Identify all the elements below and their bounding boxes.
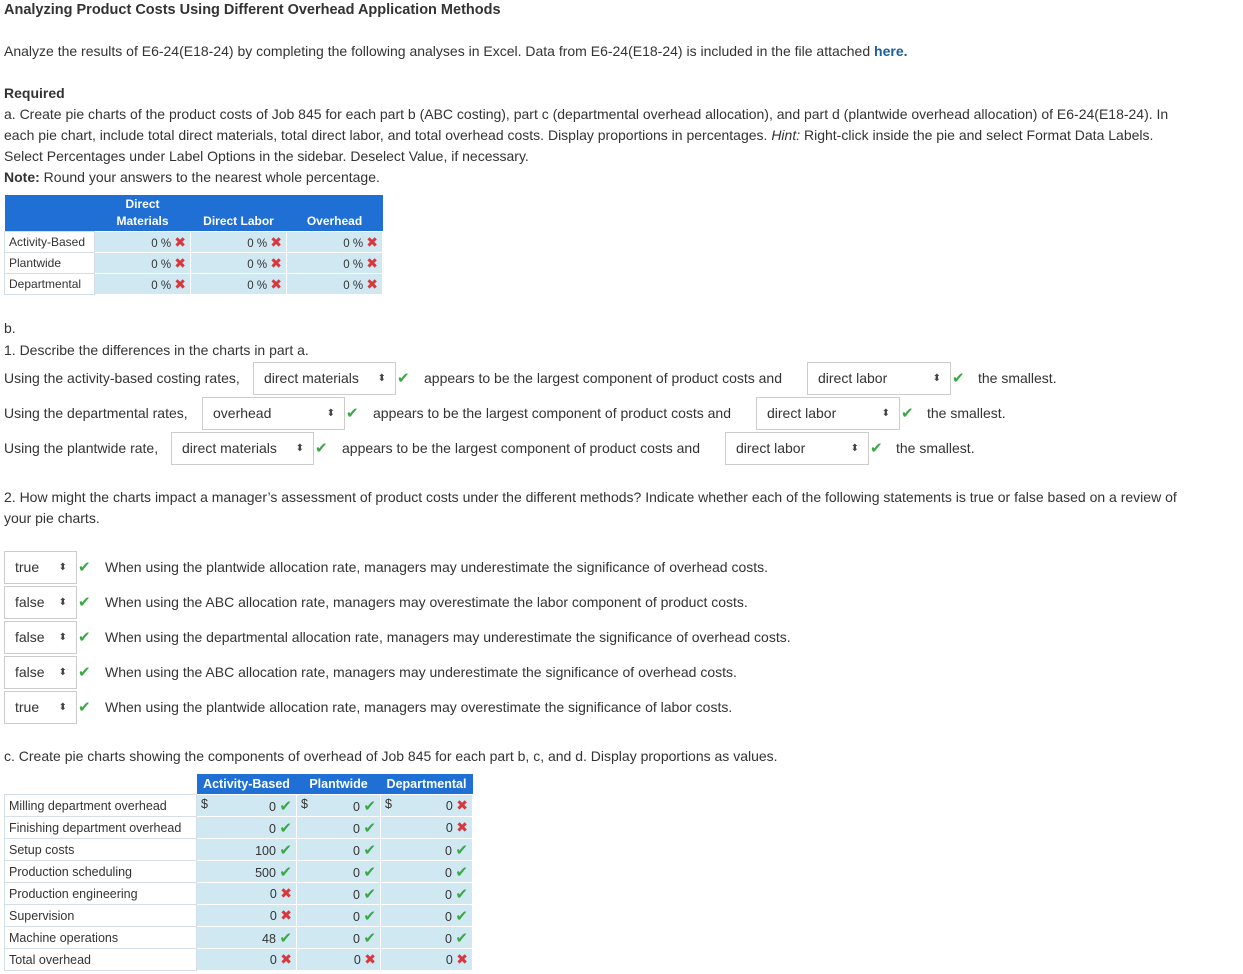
row-label: Supervision xyxy=(5,905,197,927)
required-line-2a: each pie chart, include total direct materials, total direct labor, and total overhead costs. Display proportions in percentages. xyxy=(4,127,772,143)
required-line-3: Select Percentages under Label Options in the sidebar. Deselect Value, if necessary. xyxy=(4,148,529,164)
statement-5-text: When using the plantwide allocation rate, managers may overestimate the significance of labor costs. xyxy=(105,699,733,715)
check-icon: ✔ xyxy=(455,929,468,947)
value-input[interactable]: 0 ✔ xyxy=(297,839,381,861)
dept-middle-text: appears to be the largest component of product costs and xyxy=(373,405,732,421)
cross-icon: ✖ xyxy=(364,951,376,967)
header-blank xyxy=(5,774,197,795)
abc-middle-text: appears to be the largest component of product costs and xyxy=(424,370,783,386)
row-label: Production scheduling xyxy=(5,861,197,883)
cross-icon: ✖ xyxy=(456,819,468,835)
check-icon: ✔ xyxy=(346,405,359,422)
header-departmental: Departmental xyxy=(381,774,473,795)
check-icon: ✔ xyxy=(363,797,376,815)
check-icon: ✔ xyxy=(363,863,376,881)
plant-middle-text: appears to be the largest component of product costs and xyxy=(342,440,701,456)
value-input[interactable]: 0 ✔ xyxy=(297,883,381,905)
row-label: Machine operations xyxy=(5,927,197,949)
value-input[interactable]: 0 ✔ xyxy=(297,927,381,949)
part-b-question-2-line-2: your pie charts. xyxy=(4,510,100,526)
check-icon: ✔ xyxy=(78,559,91,576)
statement-4-answer-dropdown[interactable]: false ⬍ xyxy=(4,656,77,689)
table-row xyxy=(5,905,473,927)
plant-suffix: the smallest. xyxy=(896,440,975,456)
header-direct-materials: Direct Materials xyxy=(95,195,191,232)
percent-input[interactable]: 0 % ✖ xyxy=(191,232,287,253)
dept-largest-dropdown[interactable]: overhead ⬍ xyxy=(202,397,345,430)
up-down-arrows-icon: ⬍ xyxy=(58,702,67,713)
row-label: Plantwide xyxy=(5,253,95,274)
cross-icon: ✖ xyxy=(366,233,378,250)
row-label: Total overhead xyxy=(5,949,197,971)
percent-input[interactable]: 0 % ✖ xyxy=(287,232,383,253)
statement-4-text: When using the ABC allocation rate, managers may underestimate the significance of overhead costs. xyxy=(105,664,737,680)
abc-prefix: Using the activity-based costing rates, xyxy=(4,370,240,386)
intro-paragraph xyxy=(4,43,908,59)
up-down-arrows-icon: ⬍ xyxy=(58,667,67,678)
hint-label: Hint: xyxy=(771,127,801,143)
check-icon: ✔ xyxy=(363,841,376,859)
required-line-2b: Right-click inside the pie and select Format Data Labels. xyxy=(800,127,1154,143)
percent-input[interactable]: 0 % ✖ xyxy=(287,274,383,295)
check-icon: ✔ xyxy=(455,907,468,925)
cross-icon: ✖ xyxy=(270,275,282,292)
up-down-arrows-icon: ⬍ xyxy=(850,443,859,454)
percent-input[interactable]: 0 % ✖ xyxy=(191,274,287,295)
percent-input[interactable]: 0 % ✖ xyxy=(95,253,191,274)
dept-prefix: Using the departmental rates, xyxy=(4,405,188,421)
cross-icon: ✖ xyxy=(280,907,292,923)
cross-icon: ✖ xyxy=(456,797,468,813)
value-input[interactable]: 0 ✔ xyxy=(197,817,297,839)
table-row xyxy=(5,253,383,274)
check-icon: ✔ xyxy=(455,863,468,881)
required-line-1: a. Create pie charts of the product costs of Job 845 for each part b (ABC costing), part c (departmental overhead allocation), and part d (plantwide overhead allocation) of E6-24(E18-24). In xyxy=(4,106,1169,122)
statement-5-answer-dropdown[interactable]: true ⬍ xyxy=(4,691,77,724)
up-down-arrows-icon: ⬍ xyxy=(326,408,335,419)
value-input[interactable]: 0 ✖ xyxy=(197,949,297,971)
check-icon: ✔ xyxy=(363,819,376,837)
statement-1-answer-dropdown[interactable]: true ⬍ xyxy=(4,551,77,584)
part-b-question-2-line-1: 2. How might the charts impact a manager’s assessment of product costs under the different methods? Indicate whether each of the following statements is true or false based on a review of xyxy=(4,489,1177,505)
check-icon: ✔ xyxy=(363,885,376,903)
up-down-arrows-icon: ⬍ xyxy=(377,373,386,384)
value-input[interactable]: 0 ✖ xyxy=(381,949,473,971)
cross-icon: ✖ xyxy=(174,233,186,250)
note-label: Note: xyxy=(4,169,40,185)
up-down-arrows-icon: ⬍ xyxy=(58,632,67,643)
up-down-arrows-icon: ⬍ xyxy=(932,373,941,384)
table-row xyxy=(5,817,473,839)
up-down-arrows-icon: ⬍ xyxy=(881,408,890,419)
table-row xyxy=(5,839,473,861)
abc-smallest-dropdown[interactable]: direct labor ⬍ xyxy=(807,362,951,395)
up-down-arrows-icon: ⬍ xyxy=(58,597,67,608)
value-input[interactable]: 0 ✔ xyxy=(297,817,381,839)
table-row xyxy=(5,927,473,949)
check-icon: ✔ xyxy=(455,885,468,903)
attachment-link[interactable]: here. xyxy=(874,43,908,59)
check-icon: ✔ xyxy=(279,841,292,859)
part-c-text: c. Create pie charts showing the components of overhead of Job 845 for each part b, c, and d. Display proportions as values. xyxy=(4,748,778,764)
value-input[interactable]: 48 ✔ xyxy=(197,927,297,949)
dept-smallest-dropdown[interactable]: direct labor ⬍ xyxy=(756,397,900,430)
check-icon: ✔ xyxy=(279,819,292,837)
check-icon: ✔ xyxy=(279,797,292,815)
cross-icon: ✖ xyxy=(280,951,292,967)
cross-icon: ✖ xyxy=(174,254,186,271)
statement-3-answer-dropdown[interactable]: false ⬍ xyxy=(4,621,77,654)
value-input[interactable]: 0 ✖ xyxy=(197,883,297,905)
dept-suffix: the smallest. xyxy=(927,405,1006,421)
check-icon: ✔ xyxy=(78,594,91,611)
page-title: Analyzing Product Costs Using Different Overhead Application Methods xyxy=(4,2,501,18)
value-input[interactable]: 0 ✔ xyxy=(297,861,381,883)
check-icon: ✔ xyxy=(870,440,883,457)
table-row xyxy=(5,232,383,253)
row-label: Setup costs xyxy=(5,839,197,861)
table-header-row xyxy=(5,195,383,232)
cross-icon: ✖ xyxy=(366,254,378,271)
plant-smallest-dropdown[interactable]: direct labor ⬍ xyxy=(725,432,869,465)
value-input[interactable]: 0 ✔ xyxy=(381,883,473,905)
table-row xyxy=(5,949,473,971)
value-input[interactable]: 0 ✔ xyxy=(297,905,381,927)
note-text: Round your answers to the nearest whole percentage. xyxy=(39,169,380,185)
cross-icon: ✖ xyxy=(366,275,378,292)
cross-icon: ✖ xyxy=(456,951,468,967)
required-heading: Required xyxy=(4,85,65,101)
part-b-label: b. xyxy=(4,320,16,336)
product-cost-percent-table xyxy=(4,195,383,295)
header-plantwide: Plantwide xyxy=(297,774,381,795)
check-icon: ✔ xyxy=(901,405,914,422)
check-icon: ✔ xyxy=(78,629,91,646)
table-row xyxy=(5,883,473,905)
check-icon: ✔ xyxy=(315,440,328,457)
check-icon: ✔ xyxy=(363,929,376,947)
check-icon: ✔ xyxy=(279,929,292,947)
percent-input[interactable]: 0 % ✖ xyxy=(95,232,191,253)
value-input[interactable]: 100 ✔ xyxy=(197,839,297,861)
note xyxy=(4,169,380,185)
header-direct-labor: Direct Labor xyxy=(191,195,287,232)
percent-input[interactable]: 0 % ✖ xyxy=(191,253,287,274)
percent-input[interactable]: 0 % ✖ xyxy=(287,253,383,274)
cross-icon: ✖ xyxy=(280,885,292,901)
statement-3-text: When using the departmental allocation rate, managers may underestimate the significance of overhead costs. xyxy=(105,629,791,645)
check-icon: ✔ xyxy=(952,370,965,387)
check-icon: ✔ xyxy=(397,370,410,387)
cross-icon: ✖ xyxy=(270,233,282,250)
required-line-2 xyxy=(4,127,1153,143)
header-blank xyxy=(5,195,95,232)
value-input[interactable]: 0 ✔ xyxy=(381,839,473,861)
cross-icon: ✖ xyxy=(174,275,186,292)
plant-largest-dropdown[interactable]: direct materials ⬍ xyxy=(171,432,314,465)
header-overhead: Overhead xyxy=(287,195,383,232)
abc-suffix: the smallest. xyxy=(978,370,1057,386)
header-activity-based: Activity-Based xyxy=(197,774,297,795)
table-row xyxy=(5,795,473,817)
percent-input[interactable]: 0 % ✖ xyxy=(95,274,191,295)
part-b-question-1: 1. Describe the differences in the charts in part a. xyxy=(4,342,309,358)
up-down-arrows-icon: ⬍ xyxy=(58,562,67,573)
value-input[interactable]: $ 0 ✔ xyxy=(297,795,381,817)
intro-text: Analyze the results of E6-24(E18-24) by completing the following analyses in Excel. Data from E6-24(E18-24) is included in the file attached xyxy=(4,43,875,59)
value-input[interactable]: 0 ✔ xyxy=(381,927,473,949)
row-label: Finishing department overhead xyxy=(5,817,197,839)
value-input[interactable]: 0 ✔ xyxy=(381,905,473,927)
value-input[interactable]: $ 0 ✔ xyxy=(197,795,297,817)
value-input[interactable]: 500 ✔ xyxy=(197,861,297,883)
statement-2-text: When using the ABC allocation rate, managers may overestimate the labor component of product costs. xyxy=(105,594,748,610)
abc-largest-dropdown[interactable]: direct materials ⬍ xyxy=(253,362,396,395)
row-label: Activity-Based xyxy=(5,232,95,253)
check-icon: ✔ xyxy=(279,863,292,881)
table-row xyxy=(5,861,473,883)
check-icon: ✔ xyxy=(455,841,468,859)
value-input[interactable]: 0 ✖ xyxy=(297,949,381,971)
row-label: Production engineering xyxy=(5,883,197,905)
row-label: Milling department overhead xyxy=(5,795,197,817)
cross-icon: ✖ xyxy=(270,254,282,271)
statement-1-text: When using the plantwide allocation rate, managers may underestimate the significance of overhead costs. xyxy=(105,559,769,575)
plant-prefix: Using the plantwide rate, xyxy=(4,440,159,456)
statement-2-answer-dropdown[interactable]: false ⬍ xyxy=(4,586,77,619)
value-input[interactable]: 0 ✖ xyxy=(381,817,473,839)
up-down-arrows-icon: ⬍ xyxy=(295,443,304,454)
table-row xyxy=(5,274,383,295)
check-icon: ✔ xyxy=(363,907,376,925)
check-icon: ✔ xyxy=(78,664,91,681)
value-input[interactable]: $ 0 ✖ xyxy=(381,795,473,817)
check-icon: ✔ xyxy=(78,699,91,716)
value-input[interactable]: 0 ✔ xyxy=(381,861,473,883)
value-input[interactable]: 0 ✖ xyxy=(197,905,297,927)
overhead-components-table xyxy=(4,774,473,971)
table-header-row xyxy=(5,774,473,795)
row-label: Departmental xyxy=(5,274,95,295)
